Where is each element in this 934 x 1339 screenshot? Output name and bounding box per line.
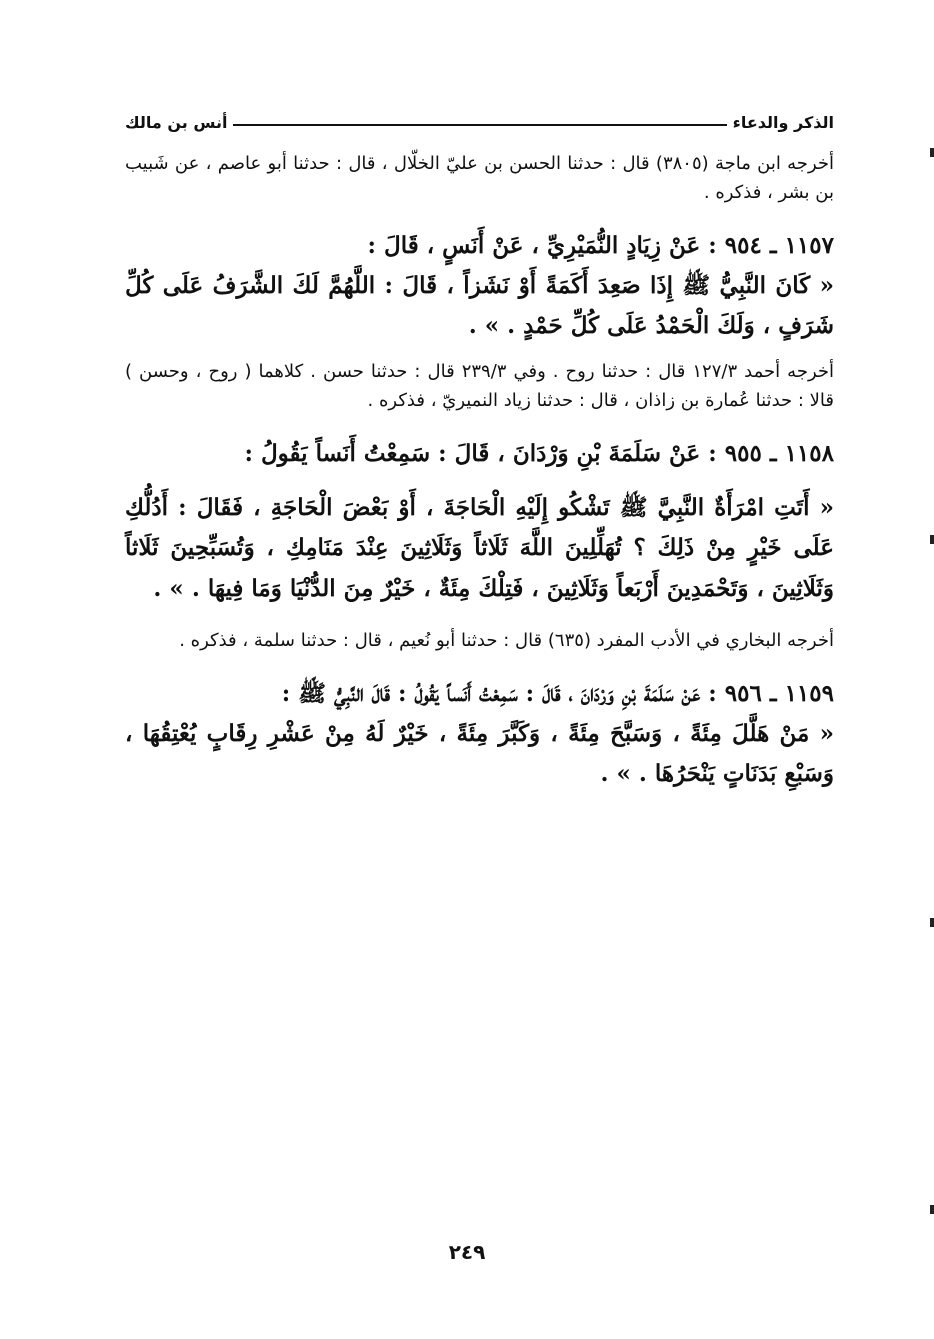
source-note: أخرجه ابن ماجة (٣٨٠٥) قال : حدثنا الحسن بن عليّ الخلّال ، قال : حدثنا أبو عاصم ، عن شَبيب بن بشر ، فذكره . bbox=[125, 153, 834, 203]
header-chapter-title: الذكر والدعاء bbox=[732, 113, 834, 132]
hadith-heading: ١١٥٨ ـ ٩٥٥ : عَنْ سَلَمَةَ بْنِ وَرْدَانَ ، قَالَ : سَمِعْتُ أَنَساً يَقُولُ : bbox=[244, 439, 834, 467]
page-body bbox=[125, 150, 834, 806]
hadith-text: « مَنْ هَلَّلَ مِئَةً ، وَسَبَّحَ مِئَةً ، وَكَبَّرَ مِئَةً ، خَيْرٌ لَهُ مِنْ عَشْرِ رِقَابٍ يُعْتِقُهَا ، وَسَبْعِ بَدَنَاتٍ يَنْحَرُهَا . » . bbox=[125, 719, 834, 788]
source-note: أخرجه البخاري في الأدب المفرد (٦٣٥) قال : حدثنا أبو نُعيم ، قال : حدثنا سلمة ، فذكره . bbox=[179, 629, 834, 651]
source-note: أخرجه أحمد ١٢٧/٣ قال : حدثنا روح . وفي ٢٣٩/٣ قال : حدثنا حسن . كلاهما ( روح ، وحسن ) قالا : حدثنا عُمارة بن زاذان ، قال : حدثنا زياد النميريّ ، فذكره . bbox=[125, 361, 835, 412]
header-rule bbox=[233, 124, 726, 126]
page-number: ٢٤٩ bbox=[448, 1240, 486, 1264]
running-header bbox=[125, 98, 834, 132]
margin-mark bbox=[930, 1205, 934, 1214]
margin-mark bbox=[930, 918, 934, 927]
header-section-title: أنس بن مالك bbox=[125, 113, 228, 132]
hadith-text: « كَانَ النَّبِيُّ ﷺ إِذَا صَعِدَ أَكَمَةً أَوْ نَشَزاً ، قَالَ : اللَّهُمَّ لَكَ الشَّرَفُ عَلَى كُلِّ شَرَفٍ ، وَلَكَ الْحَمْدُ عَلَى كُلِّ حَمْدٍ . » . bbox=[125, 271, 834, 340]
hadith-text: « أَتَتِ امْرَأَةٌ النَّبِيَّ ﷺ تَشْكُو إِلَيْهِ الْحَاجَةَ ، أَوْ بَعْضَ الْحَاجَةِ ، فَقَالَ : أَدُلُّكِ عَلَى خَيْرٍ مِنْ ذَلِكَ ؟ تُهَلِّلِينَ اللَّهَ ثَلَاثاً وَثَلَاثِينَ عِنْدَ مَنَامِكِ ، وَتُسَبِّحِينَ ثَلَاثاً وَثَلَاثِينَ ، وَتَحْمَدِينَ أَرْبَعاً وَثَلَاثِينَ ، فَتِلْكَ مِئَةٌ ، خَيْرٌ مِنَ الدُّنْيَا وَمَا فِيهَا . » . bbox=[125, 494, 834, 602]
hadith-heading: ١١٥٧ ـ ٩٥٤ : عَنْ زِيَادٍ النُّمَيْرِيِّ ، عَنْ أَنَسٍ ، قَالَ : bbox=[367, 231, 834, 259]
margin-mark bbox=[930, 535, 934, 544]
hadith-heading: ١١٥٩ ـ ٩٥٦ : عَنْ سَلَمَةَ بْنِ وَرْدَانَ ، قَالَ : سَمِعْتُ أَنَساً يَقُولُ : قَالَ النَّبِيُّ ﷺ : bbox=[281, 679, 834, 707]
margin-mark bbox=[930, 148, 934, 157]
